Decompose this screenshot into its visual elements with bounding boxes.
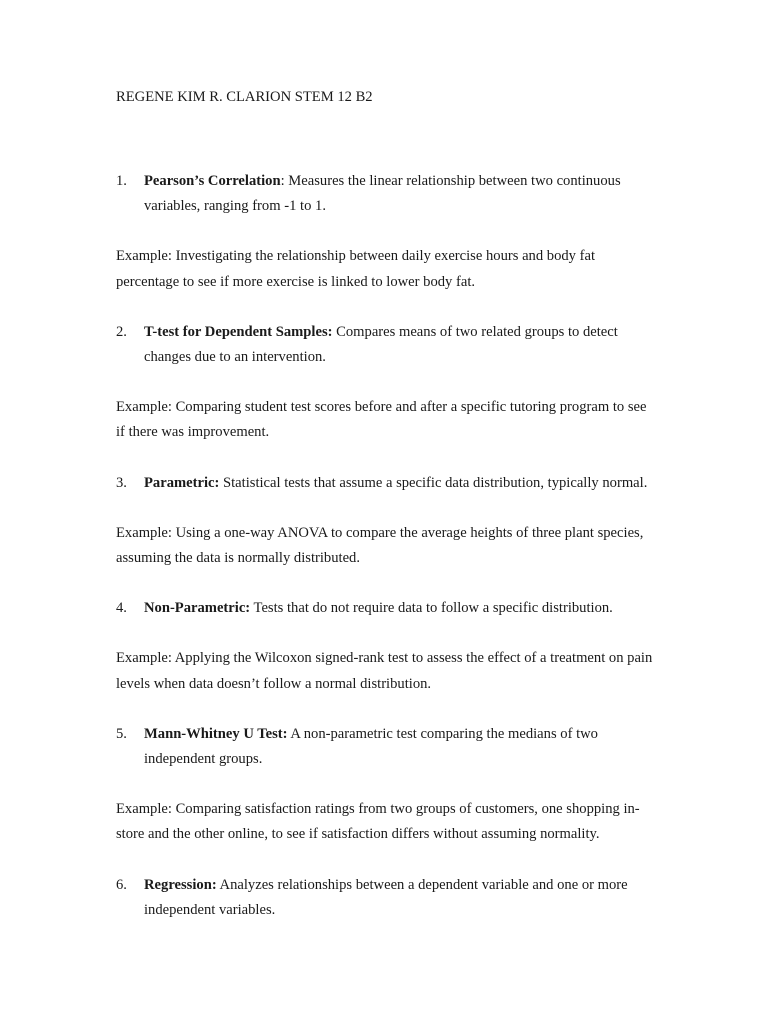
- item-term: Pearson’s Correlation: [144, 173, 281, 189]
- document-page: [116, 88, 656, 923]
- item-number: 2.: [116, 323, 127, 340]
- item-definition: : Measures the linear relationship between two continuous variables, ranging from -1 to 1.: [144, 173, 621, 215]
- item-example: Example: Comparing student test scores before and after a specific tutoring program to see if there was improvement.: [116, 399, 647, 441]
- item-example: Example: Applying the Wilcoxon signed-rank test to assess the effect of a treatment on pain levels when data doesn’t follow a normal distribution.: [116, 650, 653, 692]
- item-term: Parametric:: [144, 474, 220, 491]
- list-item: [116, 169, 656, 219]
- item-number: 6.: [116, 876, 127, 893]
- item-definition: Analyzes relationships between a dependent variable and one or more independent variables.: [144, 876, 628, 918]
- definitions-list: [116, 169, 656, 923]
- student-header: REGENE KIM R. CLARION STEM 12 B2: [116, 89, 373, 105]
- list-item: [116, 320, 656, 370]
- item-example: Example: Using a one-way ANOVA to compare the average heights of three plant species, assuming the data is normally distributed.: [116, 524, 644, 567]
- item-example: Example: Comparing satisfaction ratings from two groups of customers, one shopping in-store and the other online, to see if satisfaction differs without assuming normality.: [116, 801, 640, 843]
- item-number: 4.: [116, 600, 127, 617]
- list-item: [116, 873, 656, 923]
- item-term: Mann-Whitney U Test:: [144, 725, 288, 742]
- item-definition: Statistical tests that assume a specific data distribution, typically normal.: [219, 474, 648, 491]
- item-term: Non-Parametric:: [144, 600, 251, 617]
- item-number: 3.: [116, 474, 127, 491]
- list-item: [116, 722, 656, 772]
- item-definition: Tests that do not require data to follow a specific distribution.: [250, 600, 613, 617]
- item-definition: Compares means of two related groups to detect changes due to an intervention.: [144, 323, 618, 366]
- item-number: 5.: [116, 725, 127, 742]
- list-item: [116, 471, 656, 496]
- list-item: [116, 596, 656, 621]
- item-example: Example: Investigating the relationship between daily exercise hours and body fat percentage to see if more exercise is linked to lower body fat.: [116, 248, 596, 290]
- item-term: Regression:: [144, 876, 217, 893]
- item-number: 1.: [116, 173, 127, 189]
- item-term: T-test for Dependent Samples:: [144, 323, 333, 340]
- item-definition: A non-parametric test comparing the medians of two independent groups.: [144, 725, 598, 768]
